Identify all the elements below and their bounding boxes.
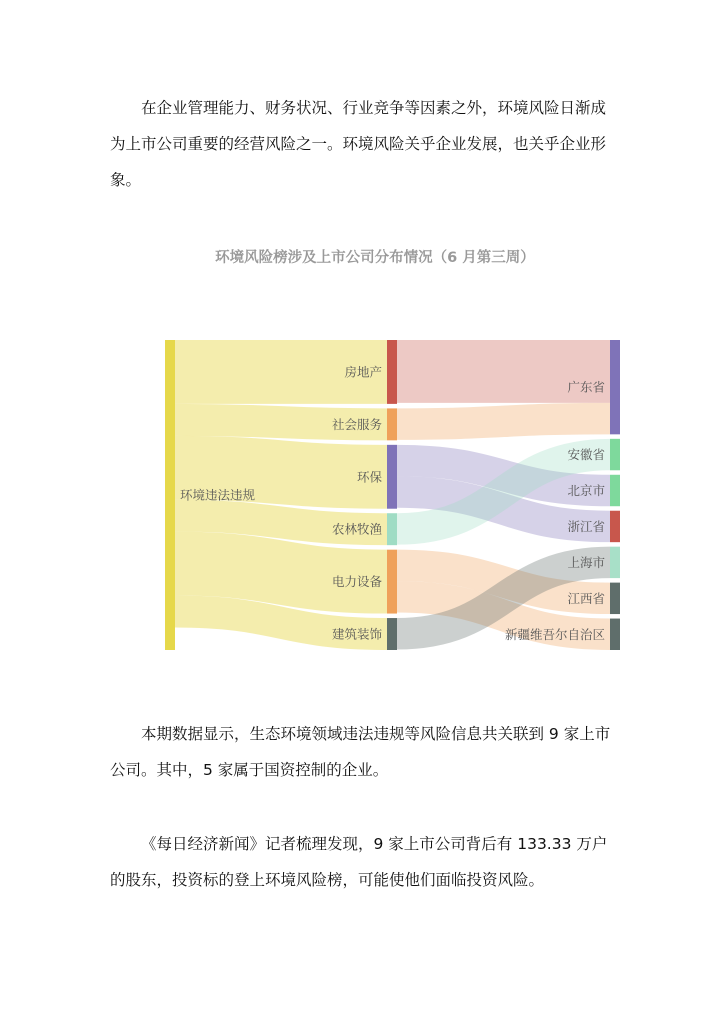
sankey-node [387,618,397,650]
sankey-node-label: 环境违法违规 [180,487,256,503]
sankey-node [610,475,620,506]
sankey-node [387,550,397,614]
sankey-node [387,408,397,440]
sankey-node [610,583,620,614]
sankey-link [175,468,387,477]
sankey-node-label: 环保 [356,469,382,485]
sankey-node-label: 农林牧渔 [331,521,382,537]
sankey-node [610,340,620,434]
sankey-node [610,439,620,470]
sankey-node [610,547,620,578]
sankey-node-label: 建筑装饰 [331,626,382,642]
sankey-node-label: 广东省 [567,379,605,395]
intro-paragraph: 在企业管理能力、财务状况、行业竞争等因素之外，环境风险日渐成为上市公司重要的经营风险之一。环境风险关乎企业发展，也关乎企业形象。 [110,99,607,189]
sankey-node-label: 江西省 [567,590,605,606]
sankey-node [387,340,397,404]
sankey-node-label: 北京市 [567,483,605,498]
sankey-node-label: 社会服务 [331,416,382,432]
sankey-node-label: 浙江省 [567,518,605,534]
data-summary-paragraph: 本期数据显示，生态环境领域违法违规等风险信息共关联到 9 家上市公司。其中，5 家属于国资控制的企业。 [110,725,611,779]
shareholder-paragraph: 《每日经济新闻》记者梳理发现，9 家上市公司背后有 133.33 万户的股东，投资标的登上环境风险榜，可能使他们面临投资风险。 [110,835,608,889]
sankey-node [165,340,175,650]
sankey-node-label: 上海市 [567,554,605,570]
sankey-node-label: 新疆维吾尔自治区 [504,626,605,642]
sankey-node [387,513,397,545]
sankey-node-label: 安徽省 [567,447,605,463]
sankey-node [387,445,397,509]
chart-title: 环境风险榜涉及上市公司分布情况（6 月第三周） [215,250,535,266]
sankey-node [610,619,620,650]
sankey-node-label: 房地产 [344,364,382,380]
sankey-link [397,419,610,425]
sankey-node [610,511,620,542]
sankey-node-label: 电力设备 [331,574,382,590]
sankey-chart [0,300,724,680]
